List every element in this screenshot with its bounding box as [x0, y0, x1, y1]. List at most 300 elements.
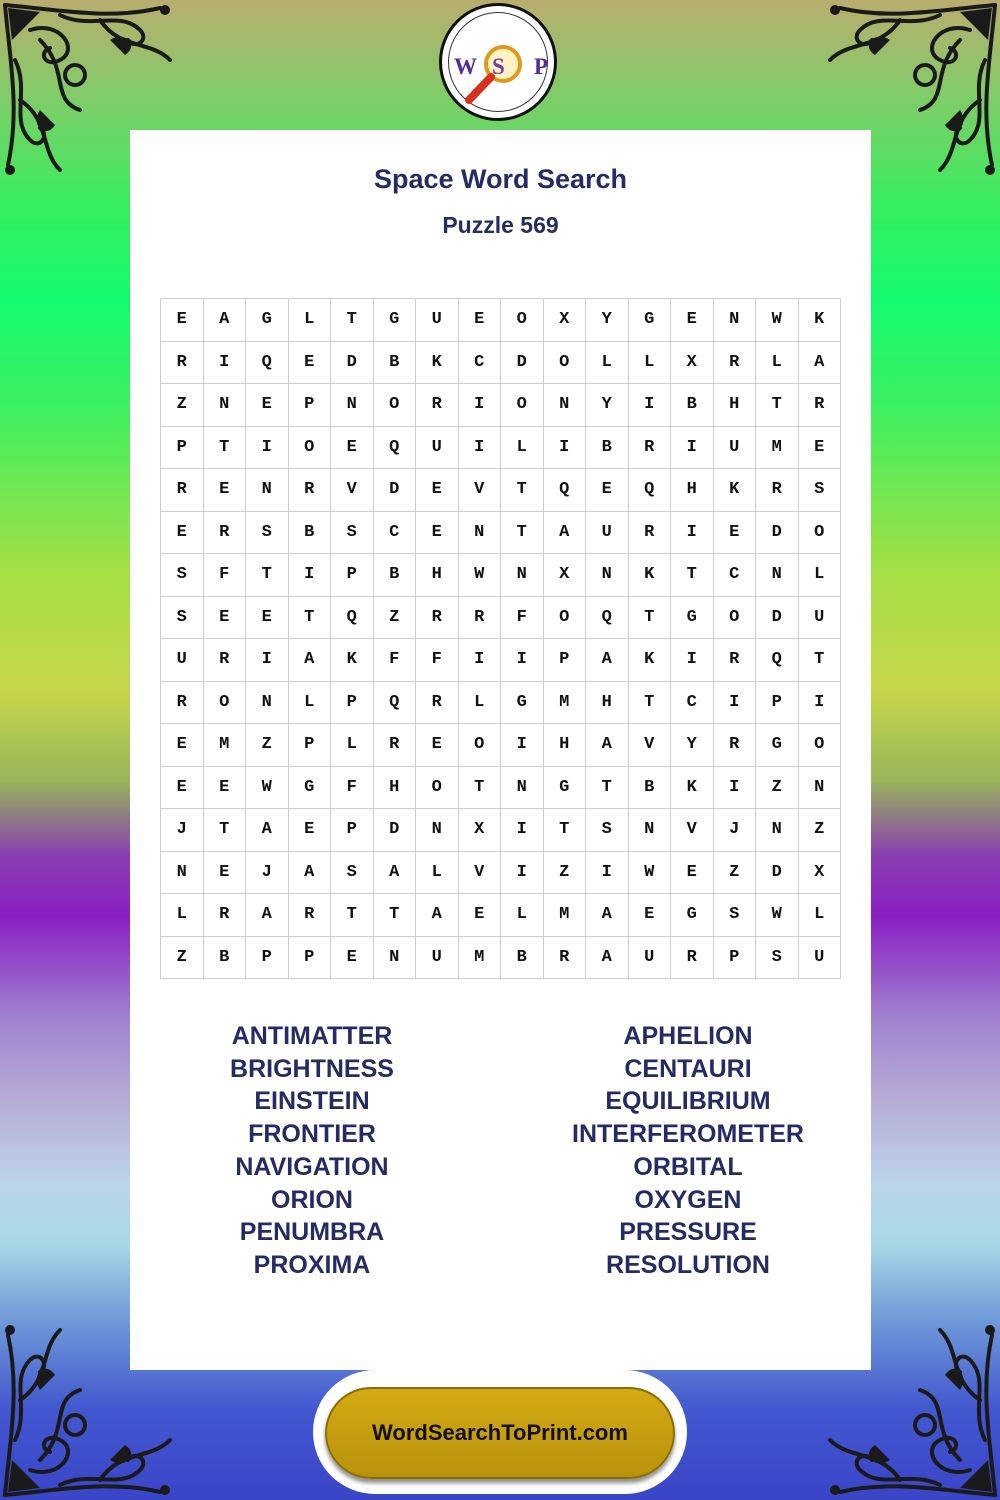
grid-cell[interactable]: U	[798, 936, 841, 979]
grid-cell[interactable]: L	[501, 426, 544, 469]
grid-cell[interactable]: S	[756, 936, 799, 979]
word-list-item: APHELION	[623, 1022, 753, 1050]
grid-cell[interactable]: Y	[671, 724, 714, 767]
grid-cell[interactable]: E	[288, 341, 331, 384]
grid-cell[interactable]: G	[246, 299, 289, 342]
grid-cell[interactable]: I	[713, 766, 756, 809]
grid-cell[interactable]: E	[203, 469, 246, 512]
grid-cell[interactable]: Z	[246, 724, 289, 767]
grid-cell[interactable]: Z	[798, 809, 841, 852]
grid-cell[interactable]: Q	[628, 469, 671, 512]
grid-cell[interactable]: E	[416, 724, 459, 767]
grid-cell[interactable]: R	[203, 894, 246, 937]
grid-cell[interactable]: Z	[161, 384, 204, 427]
word-list-item: PENUMBRA	[239, 1218, 385, 1247]
word-list-item: OXYGEN	[634, 1185, 742, 1214]
word-list-item: PROXIMA	[253, 1250, 371, 1279]
grid-cell[interactable]: P	[331, 554, 374, 597]
grid-cell[interactable]: E	[203, 766, 246, 809]
grid-cell[interactable]: N	[416, 809, 459, 852]
grid-cell[interactable]: J	[246, 851, 289, 894]
grid-cell[interactable]: O	[543, 596, 586, 639]
grid-cell[interactable]: E	[161, 724, 204, 767]
grid-cell[interactable]: L	[416, 851, 459, 894]
wsp-logo	[439, 3, 557, 121]
footer-pill-frame	[313, 1370, 687, 1494]
grid-cell[interactable]: W	[628, 851, 671, 894]
grid-cell[interactable]: A	[416, 894, 459, 937]
grid-cell[interactable]: R	[628, 426, 671, 469]
grid-row	[161, 554, 841, 597]
grid-cell[interactable]: B	[671, 384, 714, 427]
grid-cell[interactable]: I	[288, 554, 331, 597]
grid-cell[interactable]: S	[586, 809, 629, 852]
grid-row	[161, 639, 841, 682]
grid-cell[interactable]: T	[798, 639, 841, 682]
grid-cell[interactable]: T	[203, 809, 246, 852]
grid-cell[interactable]: F	[373, 639, 416, 682]
grid-cell[interactable]: R	[458, 596, 501, 639]
grid-row	[161, 809, 841, 852]
grid-cell[interactable]: I	[671, 639, 714, 682]
grid-cell[interactable]: A	[543, 511, 586, 554]
grid-cell[interactable]: K	[628, 639, 671, 682]
grid-cell[interactable]: L	[628, 341, 671, 384]
grid-cell[interactable]: B	[288, 511, 331, 554]
grid-cell[interactable]: M	[458, 936, 501, 979]
grid-cell[interactable]: N	[543, 384, 586, 427]
grid-cell[interactable]: B	[586, 426, 629, 469]
grid-cell[interactable]: P	[713, 936, 756, 979]
grid-cell[interactable]: E	[416, 469, 459, 512]
grid-cell[interactable]: P	[288, 936, 331, 979]
grid-cell[interactable]: H	[543, 724, 586, 767]
grid-cell[interactable]: B	[373, 554, 416, 597]
grid-cell[interactable]: N	[331, 384, 374, 427]
grid-cell[interactable]: D	[756, 511, 799, 554]
grid-cell[interactable]: A	[586, 724, 629, 767]
grid-cell[interactable]: E	[161, 511, 204, 554]
grid-cell[interactable]: P	[543, 639, 586, 682]
grid-row	[161, 384, 841, 427]
word-list-left	[212, 1020, 412, 1282]
grid-cell[interactable]: T	[373, 894, 416, 937]
grid-cell[interactable]: Q	[543, 469, 586, 512]
grid-cell[interactable]: U	[416, 426, 459, 469]
grid-cell[interactable]: Z	[373, 596, 416, 639]
word-list-item: ANTIMATTER	[231, 1022, 393, 1050]
grid-cell[interactable]: D	[756, 851, 799, 894]
grid-cell[interactable]: E	[331, 426, 374, 469]
word-list-item: ORION	[271, 1185, 353, 1214]
grid-cell[interactable]: O	[288, 426, 331, 469]
grid-cell[interactable]: I	[458, 426, 501, 469]
grid-cell[interactable]: Z	[543, 851, 586, 894]
grid-cell[interactable]: O	[501, 299, 544, 342]
grid-cell[interactable]: R	[288, 469, 331, 512]
grid-cell[interactable]: L	[288, 681, 331, 724]
grid-cell[interactable]: V	[331, 469, 374, 512]
grid-cell[interactable]: Q	[586, 596, 629, 639]
grid-cell[interactable]: N	[756, 809, 799, 852]
grid-cell[interactable]: T	[458, 766, 501, 809]
grid-cell[interactable]: A	[798, 341, 841, 384]
grid-cell[interactable]: I	[501, 724, 544, 767]
grid-cell[interactable]: N	[246, 469, 289, 512]
grid-cell[interactable]: L	[586, 341, 629, 384]
grid-cell[interactable]: K	[331, 639, 374, 682]
grid-cell[interactable]: G	[671, 596, 714, 639]
grid-cell[interactable]: R	[543, 936, 586, 979]
grid-cell[interactable]: K	[416, 341, 459, 384]
grid-cell[interactable]: C	[671, 681, 714, 724]
grid-cell[interactable]: T	[543, 809, 586, 852]
grid-cell[interactable]: Y	[586, 299, 629, 342]
word-list-item: CENTAURI	[624, 1054, 752, 1083]
grid-cell[interactable]: E	[628, 894, 671, 937]
grid-cell[interactable]: Q	[373, 681, 416, 724]
grid-cell[interactable]: G	[543, 766, 586, 809]
grid-cell[interactable]: D	[373, 809, 416, 852]
grid-row	[161, 426, 841, 469]
grid-cell[interactable]: A	[246, 809, 289, 852]
grid-cell[interactable]: N	[756, 554, 799, 597]
word-list-item: FRONTIER	[248, 1120, 376, 1149]
grid-cell[interactable]: I	[671, 426, 714, 469]
grid-cell[interactable]: N	[501, 766, 544, 809]
grid-row	[161, 681, 841, 724]
grid-cell[interactable]: M	[543, 894, 586, 937]
grid-cell[interactable]: D	[373, 469, 416, 512]
grid-cell[interactable]: S	[798, 469, 841, 512]
grid-cell[interactable]: O	[416, 766, 459, 809]
grid-cell[interactable]: H	[373, 766, 416, 809]
grid-cell[interactable]: C	[458, 341, 501, 384]
grid-cell[interactable]: E	[458, 894, 501, 937]
grid-cell[interactable]: H	[713, 384, 756, 427]
grid-cell[interactable]: O	[203, 681, 246, 724]
grid-cell[interactable]: L	[458, 681, 501, 724]
logo-letter-s: S	[492, 54, 505, 79]
grid-cell[interactable]: P	[161, 426, 204, 469]
grid-cell[interactable]: I	[246, 426, 289, 469]
grid-cell[interactable]: R	[416, 384, 459, 427]
grid-cell[interactable]: I	[713, 681, 756, 724]
grid-cell[interactable]: I	[501, 639, 544, 682]
grid-cell[interactable]: A	[288, 851, 331, 894]
grid-cell[interactable]: G	[756, 724, 799, 767]
grid-cell[interactable]: W	[756, 299, 799, 342]
word-list-right	[538, 1020, 838, 1282]
grid-cell[interactable]: Z	[713, 851, 756, 894]
grid-cell[interactable]: E	[203, 596, 246, 639]
grid-cell[interactable]: E	[798, 426, 841, 469]
grid-cell[interactable]: X	[798, 851, 841, 894]
grid-cell[interactable]: I	[628, 384, 671, 427]
grid-cell[interactable]: G	[671, 894, 714, 937]
grid-cell[interactable]: I	[671, 511, 714, 554]
grid-row	[161, 596, 841, 639]
grid-cell[interactable]: B	[628, 766, 671, 809]
grid-cell[interactable]: E	[161, 766, 204, 809]
grid-cell[interactable]: N	[373, 936, 416, 979]
grid-cell[interactable]: Z	[756, 766, 799, 809]
grid-cell[interactable]: T	[628, 681, 671, 724]
grid-cell[interactable]: E	[671, 851, 714, 894]
puzzle-card	[130, 130, 871, 1370]
grid-cell[interactable]: O	[543, 341, 586, 384]
grid-cell[interactable]: L	[331, 724, 374, 767]
grid-cell[interactable]: E	[288, 809, 331, 852]
grid-cell[interactable]: M	[203, 724, 246, 767]
grid-cell[interactable]: U	[798, 596, 841, 639]
grid-cell[interactable]: E	[458, 299, 501, 342]
word-list-item: INTERFEROMETER	[572, 1120, 804, 1149]
grid-cell[interactable]: Q	[756, 639, 799, 682]
grid-row	[161, 299, 841, 342]
grid-cell[interactable]: T	[756, 384, 799, 427]
grid-cell[interactable]: N	[628, 809, 671, 852]
word-list-item: PRESSURE	[619, 1218, 757, 1247]
grid-cell[interactable]: N	[458, 511, 501, 554]
grid-cell[interactable]: S	[713, 894, 756, 937]
grid-cell[interactable]: Q	[373, 426, 416, 469]
grid-row	[161, 851, 841, 894]
grid-cell[interactable]: E	[246, 384, 289, 427]
grid-cell[interactable]: E	[671, 299, 714, 342]
grid-cell[interactable]: G	[373, 299, 416, 342]
grid-cell[interactable]: A	[288, 639, 331, 682]
grid-cell[interactable]: C	[373, 511, 416, 554]
grid-row	[161, 341, 841, 384]
grid-cell[interactable]: R	[798, 384, 841, 427]
grid-cell[interactable]: G	[288, 766, 331, 809]
grid-cell[interactable]: V	[671, 809, 714, 852]
grid-cell[interactable]: L	[798, 894, 841, 937]
grid-cell[interactable]: T	[288, 596, 331, 639]
grid-cell[interactable]: A	[586, 639, 629, 682]
grid-cell[interactable]: R	[628, 511, 671, 554]
grid-row	[161, 724, 841, 767]
grid-cell[interactable]: N	[798, 766, 841, 809]
grid-cell[interactable]: M	[756, 426, 799, 469]
grid-cell[interactable]: I	[798, 681, 841, 724]
grid-cell[interactable]: V	[458, 851, 501, 894]
grid-cell[interactable]: T	[501, 469, 544, 512]
grid-cell[interactable]: T	[671, 554, 714, 597]
grid-cell[interactable]: S	[331, 511, 374, 554]
grid-cell[interactable]: P	[246, 936, 289, 979]
grid-cell[interactable]: L	[798, 554, 841, 597]
grid-cell[interactable]: D	[756, 596, 799, 639]
grid-cell[interactable]: G	[501, 681, 544, 724]
grid-cell[interactable]: P	[288, 384, 331, 427]
grid-cell[interactable]: O	[798, 724, 841, 767]
grid-cell[interactable]: B	[501, 936, 544, 979]
grid-cell[interactable]: F	[331, 766, 374, 809]
grid-cell[interactable]: U	[586, 511, 629, 554]
grid-cell[interactable]: R	[713, 724, 756, 767]
puzzle-number: Puzzle 569	[442, 212, 559, 238]
grid-cell[interactable]: W	[756, 894, 799, 937]
grid-cell[interactable]: N	[246, 681, 289, 724]
grid-cell[interactable]: V	[458, 469, 501, 512]
grid-cell[interactable]: T	[628, 596, 671, 639]
grid-cell[interactable]: Q	[331, 596, 374, 639]
grid-cell[interactable]: R	[416, 596, 459, 639]
grid-cell[interactable]: R	[161, 469, 204, 512]
grid-cell[interactable]: G	[628, 299, 671, 342]
word-list-item: RESOLUTION	[606, 1250, 770, 1279]
grid-cell[interactable]: T	[331, 299, 374, 342]
grid-cell[interactable]: H	[586, 681, 629, 724]
grid-cell[interactable]: C	[713, 554, 756, 597]
grid-cell[interactable]: R	[671, 936, 714, 979]
grid-cell[interactable]: J	[161, 809, 204, 852]
grid-cell[interactable]: R	[713, 341, 756, 384]
grid-cell[interactable]: E	[246, 596, 289, 639]
grid-cell[interactable]: R	[161, 341, 204, 384]
grid-cell[interactable]: A	[246, 894, 289, 937]
grid-cell[interactable]: F	[416, 639, 459, 682]
grid-cell[interactable]: N	[161, 851, 204, 894]
grid-row	[161, 936, 841, 979]
grid-cell[interactable]: Q	[246, 341, 289, 384]
grid-cell[interactable]: T	[203, 426, 246, 469]
grid-cell[interactable]: I	[501, 809, 544, 852]
grid-cell[interactable]: H	[671, 469, 714, 512]
grid-cell[interactable]: B	[203, 936, 246, 979]
grid-cell[interactable]: E	[203, 851, 246, 894]
grid-cell[interactable]: N	[501, 554, 544, 597]
grid-cell[interactable]: I	[458, 384, 501, 427]
grid-cell[interactable]: L	[756, 341, 799, 384]
grid-cell[interactable]: S	[246, 511, 289, 554]
grid-cell[interactable]: I	[543, 426, 586, 469]
grid-cell[interactable]: U	[416, 936, 459, 979]
grid-cell[interactable]: P	[331, 809, 374, 852]
grid-cell[interactable]: I	[586, 851, 629, 894]
grid-cell[interactable]: O	[373, 384, 416, 427]
letter-grid	[160, 298, 841, 979]
grid-row	[161, 469, 841, 512]
grid-cell[interactable]: R	[756, 469, 799, 512]
logo-letter-w: W	[454, 54, 477, 79]
grid-row	[161, 894, 841, 937]
grid-cell[interactable]: R	[203, 639, 246, 682]
logo-letter-p: P	[534, 54, 549, 79]
grid-cell[interactable]: K	[798, 299, 841, 342]
website-label: WordSearchToPrint.com	[372, 1420, 628, 1445]
word-list-item: EINSTEIN	[254, 1087, 370, 1116]
grid-cell[interactable]: N	[203, 384, 246, 427]
grid-cell[interactable]: T	[586, 766, 629, 809]
grid-cell[interactable]: L	[288, 299, 331, 342]
grid-cell[interactable]: N	[713, 299, 756, 342]
website-button[interactable]	[325, 1387, 675, 1479]
grid-cell[interactable]: F	[203, 554, 246, 597]
grid-cell[interactable]: S	[161, 554, 204, 597]
grid-cell[interactable]: O	[501, 384, 544, 427]
grid-cell[interactable]: X	[543, 299, 586, 342]
grid-cell[interactable]: X	[543, 554, 586, 597]
grid-cell[interactable]: N	[586, 554, 629, 597]
grid-cell[interactable]: T	[331, 894, 374, 937]
grid-cell[interactable]: U	[713, 426, 756, 469]
grid-cell[interactable]: A	[203, 299, 246, 342]
grid-cell[interactable]: R	[203, 511, 246, 554]
grid-cell[interactable]: K	[671, 766, 714, 809]
grid-cell[interactable]: V	[628, 724, 671, 767]
grid-cell[interactable]: L	[501, 894, 544, 937]
grid-cell[interactable]: E	[713, 511, 756, 554]
grid-cell[interactable]: M	[543, 681, 586, 724]
grid-row	[161, 766, 841, 809]
grid-cell[interactable]: S	[331, 851, 374, 894]
grid-cell[interactable]: H	[416, 554, 459, 597]
word-list-item: EQUILIBRIUM	[605, 1087, 771, 1116]
grid-cell[interactable]: I	[203, 341, 246, 384]
grid-cell[interactable]: X	[458, 809, 501, 852]
word-list-item: BRIGHTNESS	[230, 1054, 394, 1083]
grid-cell[interactable]: E	[331, 936, 374, 979]
grid-cell[interactable]: R	[288, 894, 331, 937]
grid-cell[interactable]: L	[161, 894, 204, 937]
grid-cell[interactable]: U	[416, 299, 459, 342]
grid-cell[interactable]: E	[586, 469, 629, 512]
grid-cell[interactable]: P	[288, 724, 331, 767]
page-title: Space Word Search	[373, 164, 628, 194]
grid-row	[161, 511, 841, 554]
grid-cell[interactable]: A	[586, 936, 629, 979]
grid-cell[interactable]: Z	[161, 936, 204, 979]
grid-cell[interactable]: R	[713, 639, 756, 682]
grid-cell[interactable]: F	[501, 596, 544, 639]
grid-cell[interactable]: W	[246, 766, 289, 809]
grid-cell[interactable]: A	[373, 851, 416, 894]
grid-cell[interactable]: R	[161, 681, 204, 724]
grid-cell[interactable]: O	[458, 724, 501, 767]
grid-cell[interactable]: I	[501, 851, 544, 894]
grid-cell[interactable]: W	[458, 554, 501, 597]
grid-cell[interactable]: S	[161, 596, 204, 639]
grid-cell[interactable]: P	[756, 681, 799, 724]
grid-cell[interactable]: E	[161, 299, 204, 342]
grid-cell[interactable]: B	[373, 341, 416, 384]
grid-cell[interactable]: I	[246, 639, 289, 682]
grid-cell[interactable]: I	[458, 639, 501, 682]
grid-cell[interactable]: R	[373, 724, 416, 767]
grid-cell[interactable]: Y	[586, 384, 629, 427]
grid-cell[interactable]: D	[331, 341, 374, 384]
grid-cell[interactable]: K	[713, 469, 756, 512]
grid-cell[interactable]: E	[416, 511, 459, 554]
grid-cell[interactable]: U	[161, 639, 204, 682]
grid-cell[interactable]: O	[798, 511, 841, 554]
grid-cell[interactable]: T	[501, 511, 544, 554]
grid-cell[interactable]: O	[713, 596, 756, 639]
grid-cell[interactable]: J	[713, 809, 756, 852]
grid-cell[interactable]: R	[416, 681, 459, 724]
grid-cell[interactable]: T	[246, 554, 289, 597]
grid-cell[interactable]: P	[331, 681, 374, 724]
grid-cell[interactable]: A	[586, 894, 629, 937]
word-list-item: NAVIGATION	[235, 1152, 389, 1181]
grid-cell[interactable]: D	[501, 341, 544, 384]
grid-cell[interactable]: X	[671, 341, 714, 384]
grid-cell[interactable]: U	[628, 936, 671, 979]
grid-cell[interactable]: K	[628, 554, 671, 597]
